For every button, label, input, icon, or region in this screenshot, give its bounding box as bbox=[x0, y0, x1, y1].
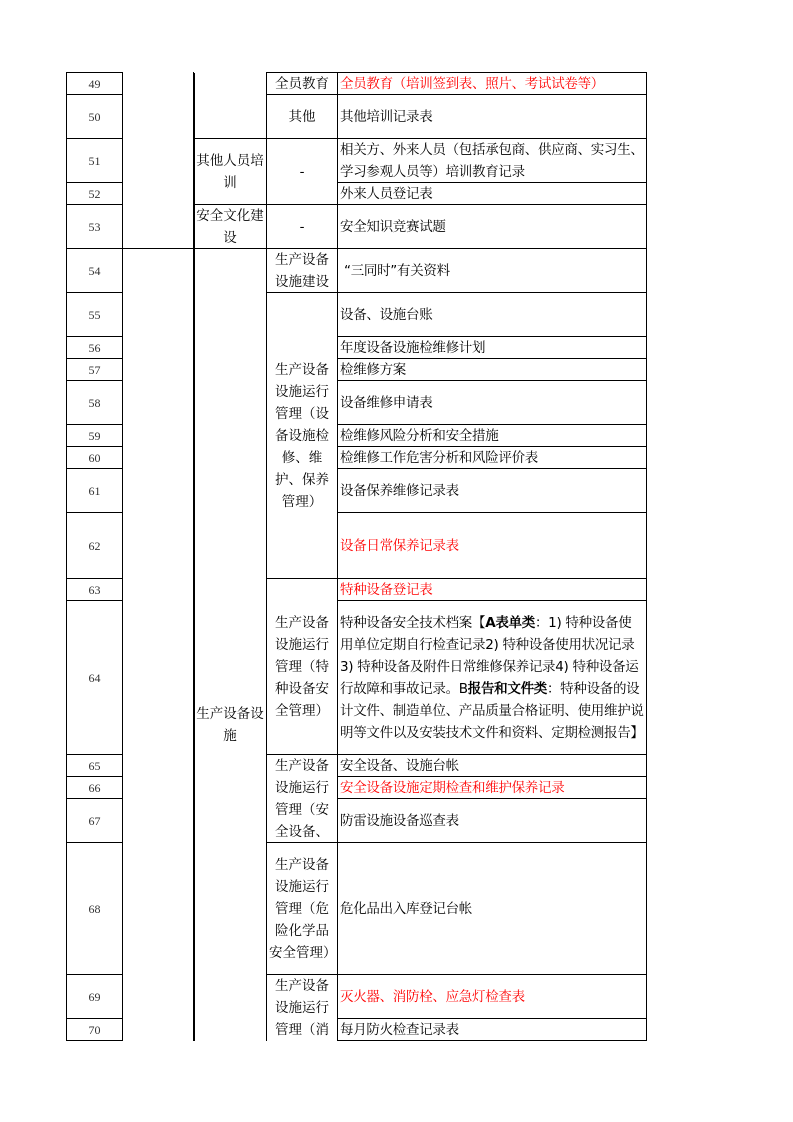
row-number: 54 bbox=[66, 248, 123, 293]
record-item: 防雷设施设备巡查表 bbox=[337, 798, 647, 843]
record-item: 设备日常保养记录表 bbox=[337, 512, 647, 579]
subcategory-dash: - bbox=[266, 138, 338, 205]
subcategory-special-equipment: 生产设备设施运行管理（特种设备安全管理） bbox=[266, 578, 338, 755]
row-number: 53 bbox=[66, 204, 123, 249]
subcategory-maintenance: 生产设备设施运行管理（设备设施检修、维护、保养管理） bbox=[266, 292, 338, 579]
row-number: 52 bbox=[66, 182, 123, 205]
record-item: 危化品出入库登记台帐 bbox=[337, 842, 647, 975]
row-number: 64 bbox=[66, 600, 123, 755]
record-item: 相关方、外来人员（包括承包商、供应商、实习生、学习参观人员等）培训教育记录 bbox=[337, 138, 647, 183]
category-safety-culture: 安全文化建设 bbox=[193, 204, 267, 249]
row-number: 49 bbox=[66, 72, 123, 95]
record-item: 检维修风险分析和安全措施 bbox=[337, 424, 647, 447]
subcategory-hazmat: 生产设备设施运行管理（危险化学品安全管理） bbox=[266, 842, 338, 975]
row-number: 67 bbox=[66, 798, 123, 843]
row-number: 56 bbox=[66, 336, 123, 359]
row-number: 69 bbox=[66, 974, 123, 1019]
row-number: 65 bbox=[66, 754, 123, 777]
row-number: 50 bbox=[66, 94, 123, 139]
row-number: 70 bbox=[66, 1018, 123, 1041]
record-item: 其他培训记录表 bbox=[337, 94, 647, 139]
subcategory-other: 其他 bbox=[266, 94, 338, 139]
record-item: 设备维修申请表 bbox=[337, 380, 647, 425]
row-number: 51 bbox=[66, 138, 123, 183]
row-number: 60 bbox=[66, 446, 123, 469]
record-item: 灭火器、消防栓、应急灯检查表 bbox=[337, 974, 647, 1019]
row-number: 68 bbox=[66, 842, 123, 975]
row-divider bbox=[123, 248, 195, 249]
record-item: 安全知识竞赛试题 bbox=[337, 204, 647, 249]
record-item: 全员教育（培训签到表、照片、考试试卷等） bbox=[337, 72, 647, 95]
record-item: 检维修方案 bbox=[337, 358, 647, 381]
record-item: 特种设备登记表 bbox=[337, 578, 647, 601]
subcategory-all-staff: 全员教育 bbox=[266, 72, 338, 95]
record-item: 安全设备、设施台帐 bbox=[337, 754, 647, 777]
record-item: 每月防火检查记录表 bbox=[337, 1018, 647, 1041]
record-item: 检维修工作危害分析和风险评价表 bbox=[337, 446, 647, 469]
category-blank bbox=[193, 72, 267, 139]
record-item: 设备保养维修记录表 bbox=[337, 468, 647, 513]
row-number: 55 bbox=[66, 292, 123, 337]
record-item-special-archive bbox=[337, 600, 647, 755]
row-number: 59 bbox=[66, 424, 123, 447]
row-number: 66 bbox=[66, 776, 123, 799]
record-item-text: 特种设备安全技术档案【A表单类：1) 特种设备使用单位定期自行检查记录2) 特种设备使用状况记录3) 特种设备及附件日常维修保养记录4) 特种设备运行故障和事故记录。B报告和文件类：特种设备的设计文件、制造单位、产品质量合格证明、使用维护说明等文件以及安装技术文件和资料、定期检测报告】 bbox=[340, 614, 644, 741]
record-item: 外来人员登记表 bbox=[337, 182, 647, 205]
record-item: 安全设备设施定期检查和维护保养记录 bbox=[337, 776, 647, 799]
row-number: 61 bbox=[66, 468, 123, 513]
category-other-training: 其他人员培训 bbox=[193, 138, 267, 205]
subcategory-dash: - bbox=[266, 204, 338, 249]
row-number: 58 bbox=[66, 380, 123, 425]
row-number: 63 bbox=[66, 578, 123, 601]
record-item: 年度设备设施检维修计划 bbox=[337, 336, 647, 359]
row-number: 57 bbox=[66, 358, 123, 381]
subcategory-fire: 生产设备设施运行管理（消 bbox=[266, 974, 338, 1041]
category-equipment: 生产设备设施 bbox=[193, 248, 267, 1041]
record-item: 设备、设施台账 bbox=[337, 292, 647, 337]
subcategory-construction: 生产设备设施建设 bbox=[266, 248, 338, 293]
subcategory-safety-equipment: 生产设备设施运行管理（安全设备、 bbox=[266, 754, 338, 843]
row-number: 62 bbox=[66, 512, 123, 579]
record-item: “三同时”有关资料 bbox=[337, 248, 647, 293]
